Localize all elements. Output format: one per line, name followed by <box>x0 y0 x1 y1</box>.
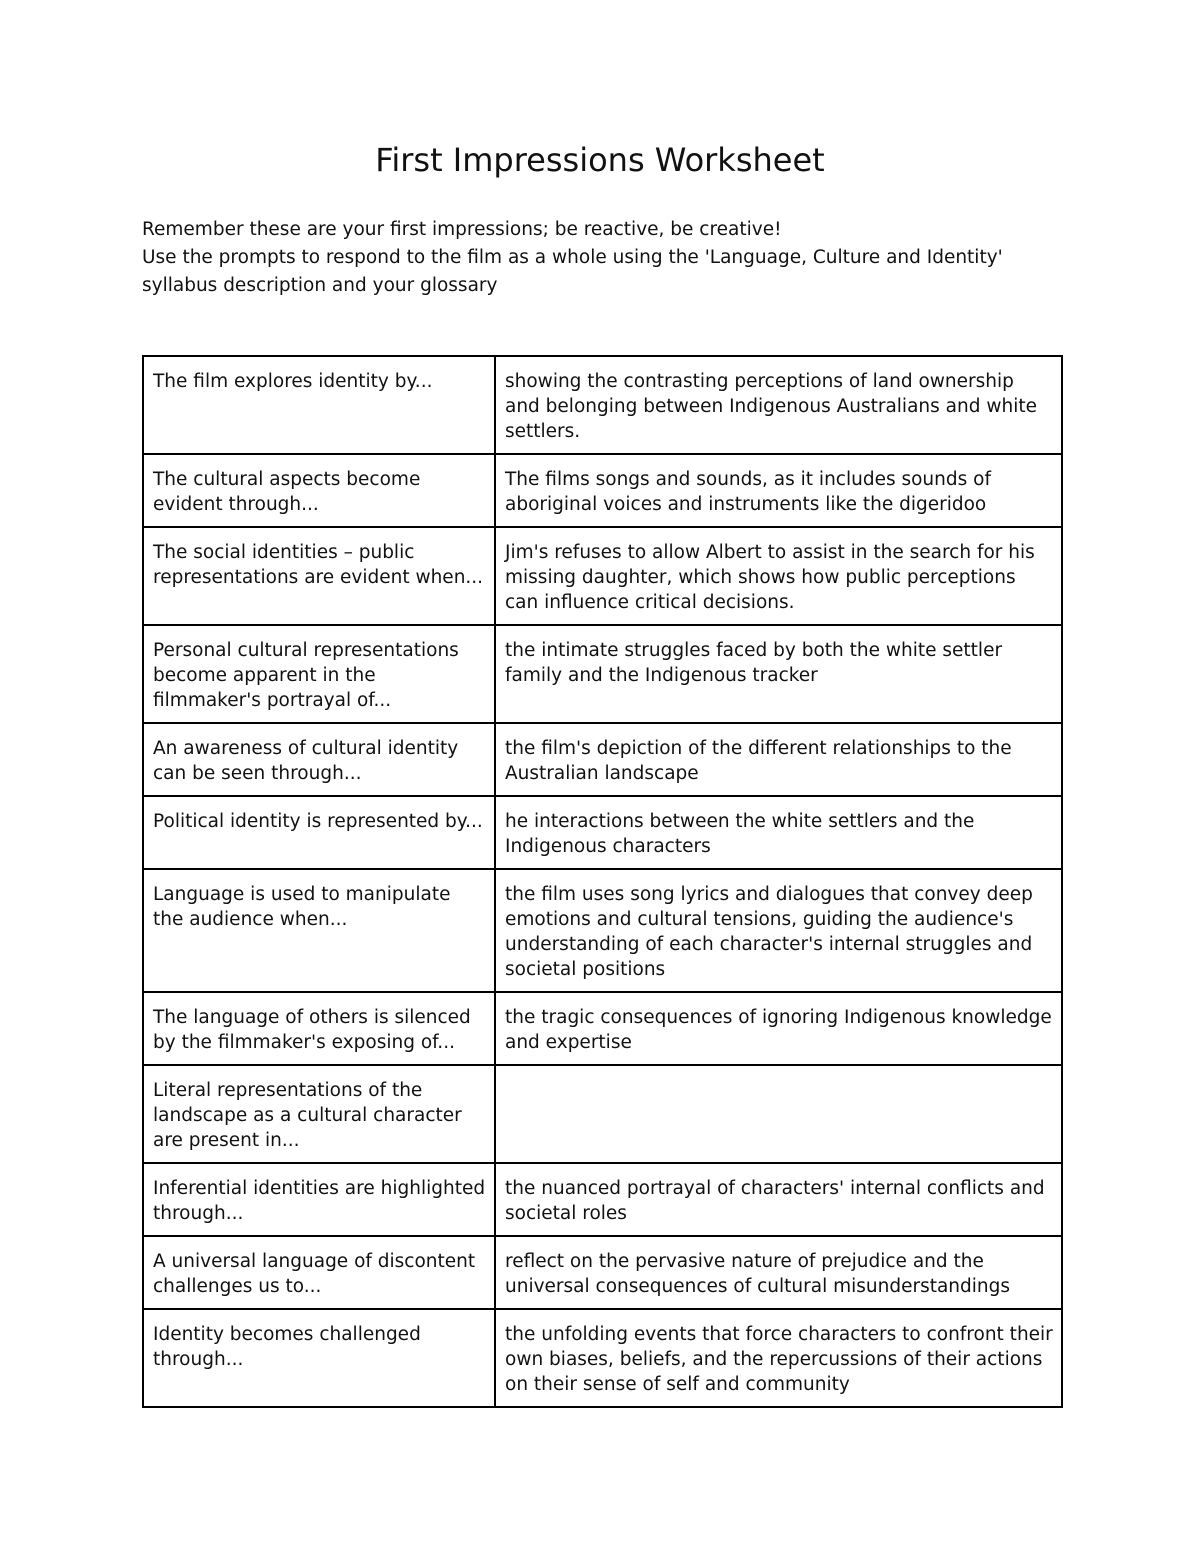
response-cell[interactable]: the intimate struggles faced by both the white settler family and the Indigenous tracker <box>495 625 1062 723</box>
table-row <box>143 527 1062 625</box>
prompt-cell: Personal cultural representations become apparent in the filmmaker's portrayal of... <box>143 625 495 723</box>
response-cell[interactable]: reflect on the pervasive nature of prejudice and the universal consequences of cultural misunderstandings <box>495 1236 1062 1309</box>
prompt-cell: An awareness of cultural identity can be seen through... <box>143 723 495 796</box>
table-row <box>143 1309 1062 1407</box>
prompt-cell: Identity becomes challenged through... <box>143 1309 495 1407</box>
prompt-cell: The film explores identity by... <box>143 356 495 454</box>
prompt-cell: The cultural aspects become evident through... <box>143 454 495 527</box>
prompt-cell: Literal representations of the landscape as a cultural character are present in... <box>143 1065 495 1163</box>
table-row <box>143 1236 1062 1309</box>
worksheet-table <box>142 355 1063 1408</box>
response-cell[interactable]: he interactions between the white settlers and the Indigenous characters <box>495 796 1062 869</box>
response-cell[interactable] <box>495 1065 1062 1163</box>
table-row <box>143 1065 1062 1163</box>
prompt-cell: Language is used to manipulate the audience when... <box>143 869 495 992</box>
intro-line-2: Use the prompts to respond to the film as a whole using the 'Language, Culture and Identity' syllabus description and your glossary <box>142 247 1003 296</box>
table-row <box>143 723 1062 796</box>
intro-text <box>142 216 1072 300</box>
prompt-cell: The social identities – public representations are evident when... <box>143 527 495 625</box>
response-cell[interactable]: Jim's refuses to allow Albert to assist in the search for his missing daughter, which shows how public perceptions can influence critical decisions. <box>495 527 1062 625</box>
page-title: First Impressions Worksheet <box>375 141 825 179</box>
table-row <box>143 1163 1062 1236</box>
prompt-cell: A universal language of discontent challenges us to... <box>143 1236 495 1309</box>
table-row <box>143 796 1062 869</box>
response-cell[interactable]: showing the contrasting perceptions of land ownership and belonging between Indigenous Australians and white settlers. <box>495 356 1062 454</box>
prompt-cell: Political identity is represented by... <box>143 796 495 869</box>
prompt-cell: Inferential identities are highlighted through... <box>143 1163 495 1236</box>
response-cell[interactable]: the film's depiction of the different relationships to the Australian landscape <box>495 723 1062 796</box>
table-row <box>143 625 1062 723</box>
table-row <box>143 869 1062 992</box>
prompt-cell: The language of others is silenced by the filmmaker's exposing of... <box>143 992 495 1065</box>
response-cell[interactable]: the tragic consequences of ignoring Indigenous knowledge and expertise <box>495 992 1062 1065</box>
response-cell[interactable]: the film uses song lyrics and dialogues that convey deep emotions and cultural tensions, guiding the audience's understanding of each character's internal struggles and societal positions <box>495 869 1062 992</box>
response-cell[interactable]: the unfolding events that force characters to confront their own biases, beliefs, and the repercussions of their actions on their sense of self and community <box>495 1309 1062 1407</box>
table-row <box>143 356 1062 454</box>
intro-line-1: Remember these are your first impressions; be reactive, be creative! <box>142 219 782 240</box>
table-row <box>143 992 1062 1065</box>
table-row <box>143 454 1062 527</box>
response-cell[interactable]: The films songs and sounds, as it includes sounds of aboriginal voices and instruments like the digeridoo <box>495 454 1062 527</box>
response-cell[interactable]: the nuanced portrayal of characters' internal conflicts and societal roles <box>495 1163 1062 1236</box>
